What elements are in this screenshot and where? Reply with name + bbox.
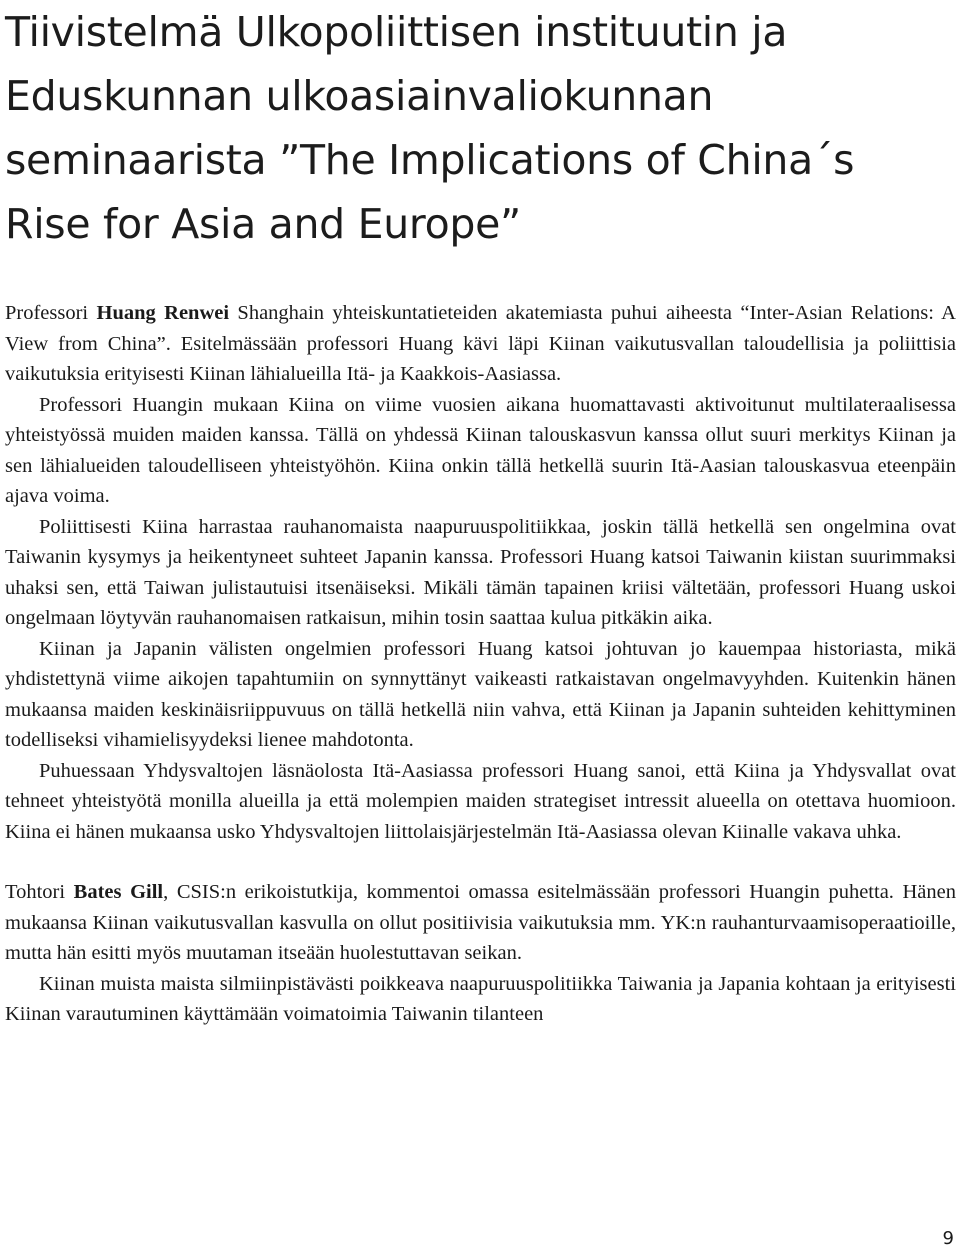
- paragraph-text: Professori: [5, 302, 97, 324]
- paragraph-taiwan: Poliittisesti Kiina harrastaa rauhanomaista naapuruuspolitiikkaa, joskin tällä hetkellä sen ongelmina ovat Taiwanin kysymys ja heikentyneet suhteet Japanin kanssa. Professori Huang katsoi Taiwanin kiistan suurimmaksi uhaksi sen, että Taiwan julistautuisi itsenäiseksi. Mikäli tämän tapainen kriisi vältetään, professori Huang uskoi ongelmaan löytyvän rauhanomaisen ratkaisun, mihin tosin saattaa kulua pitkäkin aika.: [5, 515, 956, 629]
- document-body: [5, 298, 956, 1030]
- paragraph-huang-intro: [5, 298, 956, 390]
- paragraph-gill-intro: [5, 877, 956, 969]
- paragraph-neighbour-policy: Kiinan muista maista silmiinpistävästi poikkeava naapuruuspolitiikka Taiwania ja Japania kohtaan ja erityisesti Kiinan varautuminen käyttämään voimatoimia Taiwanin tilanteen: [5, 972, 956, 1025]
- speaker-name-huang: Huang Renwei: [96, 302, 230, 324]
- paragraph-multilateral: Professori Huangin mukaan Kiina on viime vuosien aikana huomattavasti aktivoitunut multilateraalisessa yhteistyössä muiden maiden kanssa. Tällä on yhdessä Kiinan talouskasvun kanssa ollut suuri merkitys Kiinan ja sen lähialueiden taloudelliseen yhteistyöhön. Kiina onkin tällä hetkellä suurin Itä-Aasian talouskasvua eteenpäin ajava voima.: [5, 393, 956, 507]
- paragraph-text: , CSIS:n erikoistutkija, kommentoi omassa esitelmässään professori Huangin puhetta. Hänen mukaansa Kiinan vaikutusvallan kasvulla on ollut positiivisia vaikutuksia mm. YK:n rauhanturvaamisoperaatioille, mutta hän esitti myös muutaman itseään huolestuttavan seikan.: [5, 881, 957, 964]
- document-title: Tiivistelmä Ulkopoliittisen instituutin ja Eduskunnan ulkoasiainvaliokunnan seminaarista ”The Implications of China´s Rise for Asia and Europe”: [5, 8, 855, 248]
- paragraph-usa: Puhuessaan Yhdysvaltojen läsnäolosta Itä-Aasiassa professori Huang sanoi, että Kiina ja Yhdysvallat ovat tehneet yhteistyötä monilla alueilla ja että molempien maiden strategiset intressit alueella on otettava huomioon. Kiina ei hänen mukaansa usko Yhdysvaltojen liittolaisjärjestelmän Itä-Aasiassa olevan Kiinalle vakava uhka.: [5, 759, 956, 843]
- paragraph-text: Tohtori: [5, 881, 74, 903]
- paragraph-japan: Kiinan ja Japanin välisten ongelmien professori Huang katsoi johtuvan jo kauempaa historiasta, mikä yhdistettynä viime aikojen tapahtumiin on synnyttänyt vaikeasti ratkaistavan ongelmavyyhden. Kuitenkin hänen mukaansa maiden keskinäisriippuvuus on tällä hetkellä niin vahva, että Kiinan ja Japanin suhteiden kehittyminen todelliseksi vihamielisyydeksi lienee mahdotonta.: [5, 637, 956, 751]
- paragraph-text: Shanghain yhteiskuntatieteiden akatemiasta puhui aiheesta “Inter-Asian Relations: A View from China”. Esitelmässään professori Huang kävi läpi Kiinan vaikutusvallan taloudellisia ja poliittisia vaikutuksia erityisesti Kiinan lähialueilla Itä- ja Kaakkois-Aasiassa.: [5, 302, 956, 385]
- speaker-name-gill: Bates Gill: [73, 881, 164, 903]
- page-number: 9: [942, 1228, 954, 1249]
